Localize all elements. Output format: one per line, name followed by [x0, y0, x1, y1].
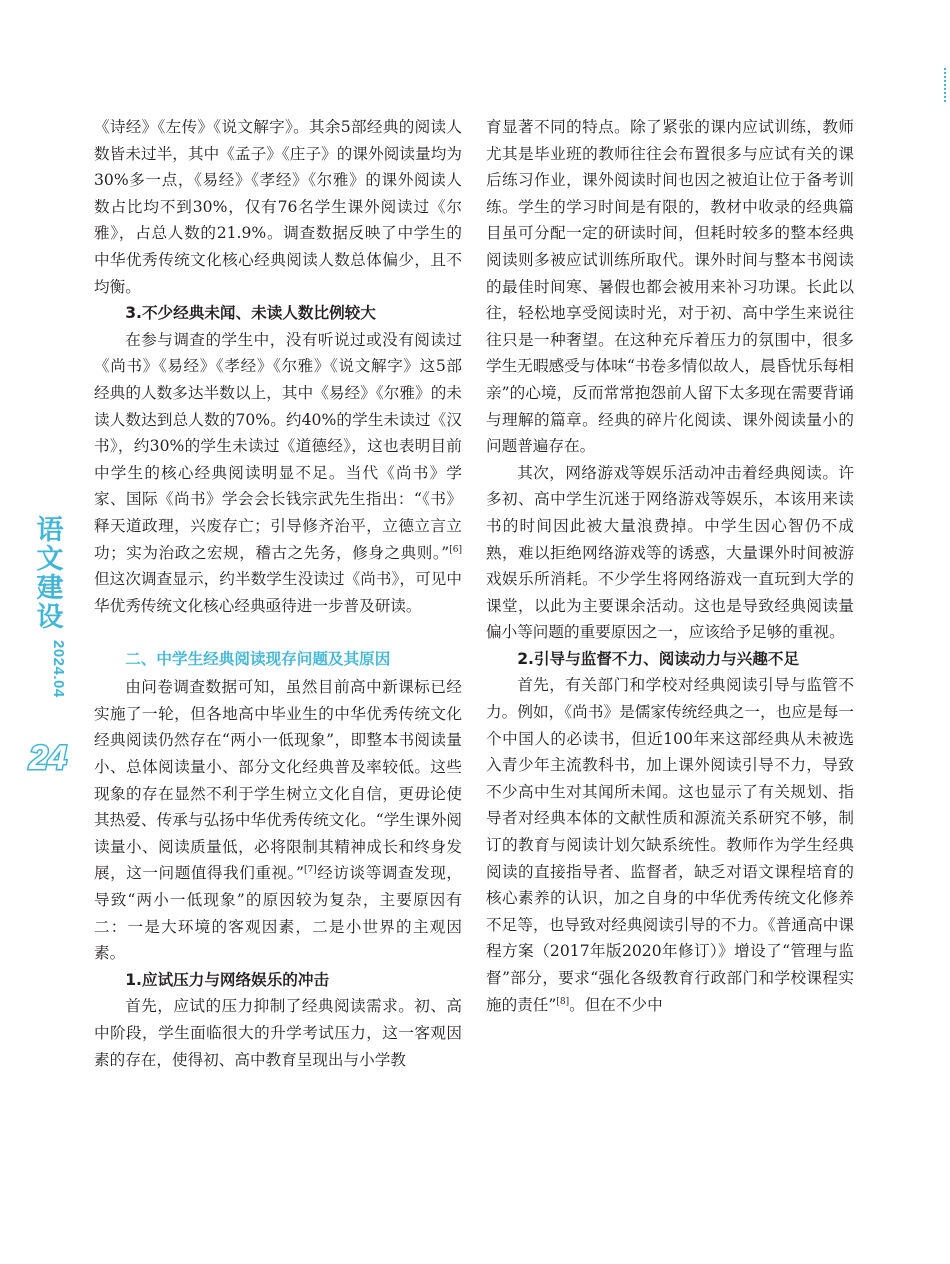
- citation-ref: [8]: [556, 996, 570, 1007]
- citation-ref: [7]: [303, 865, 317, 876]
- section-heading: 二、中学生经典阅读现存问题及其原因: [125, 650, 391, 669]
- paragraph-text: 首先，有关部门和学校对经典阅读引导与监管不力。例如，《尚书》是儒家传统经典之一，也应是每一个中国人的必读书，但近100年来这部经典从未被选入青少年主流教科书，加上课外阅读引导不力，导致不少高中生对其闻所未闻。这也显示了有关规划、指导者对经典本体的文献性质和源流关系研究不够，制订的教育与阅读计划欠缺系统性。教师作为学生经典阅读的直接指导者、监督者，缺乏对语文课程培育的核心素养的认识，加之自身的中华优秀传统文化修养不足等，也导致对经典阅读引导的不力。《普通高中课程方案（2017年版2020年修订）》增设了“管理与监督”部分，要求“强化各级教育行政部门和学校课程实施的责任”: [486, 676, 854, 1014]
- page-edge-marker: [944, 68, 950, 102]
- paragraph-text: 。但在不少中: [569, 995, 663, 1014]
- journal-name: [32, 516, 68, 632]
- paragraph-text: 但这次调查显示，约半数学生没读过《尚书》，可见中华优秀传统文化核心经典亟待进一步普及研读。: [94, 570, 462, 615]
- paragraph-text: 由问卷调查数据可知，虽然目前高中新课标已经实施了一轮，但各地高中毕业生的中华优秀传统文化经典阅读仍然存在“两小一低现象”，即整本书阅读量小、总体阅读量小、部分文化经典普及率较低。这些现象的存在显然不利于学生树立文化自信，更毋论使其热爱、传承与弘扬中华优秀传统文化。“学生课外阅读量小、阅读质量低，必将限制其精神成长和终身发展，这一问题值得我们重视。”: [94, 678, 462, 883]
- journal-name-char: 设: [36, 602, 64, 633]
- citation-ref: [6]: [449, 544, 462, 555]
- paragraph: 其次，网络游戏等娱乐活动冲击着经典阅读。许多初、高中学生沉迷于网络游戏等娱乐，本该用来读书的时间因此被大量浪费掉。中学生因心智仍不成熟，难以拒绝网络游戏等的诱惑，大量课外时间被游戏娱乐所消耗。不少学生将网络游戏一直玩到大学的课堂，以此为主要课余活动。这也是导致经典阅读量偏小等问题的重要原因之一，应该给予足够的重视。: [486, 463, 854, 642]
- subsection-heading: 3.不少经典未闻、未读人数比例较大: [125, 304, 376, 323]
- paragraph-text: 经访谈等调查发现，导致“两小一低现象”的原因较为复杂，主要原因有二：一是大环境的客观因素，二是小世界的主观因素。: [94, 864, 462, 963]
- journal-name-char: 建: [36, 573, 64, 604]
- journal-issue: 2024.04: [50, 640, 67, 698]
- subsection-heading: 2.引导与监督不力、阅读动力与兴趣不足: [517, 649, 800, 668]
- paragraph: 《诗经》《左传》《说文解字》。其余5部经典的阅读人数皆未过半，其中《孟子》《庄子》的课外阅读量均为30%多一点，《易经》《孝经》《尔雅》的课外阅读人数占比均不到30%，仅有76名学生课外阅读过《尔雅》，占总人数的21.9%。调查数据反映了中学生的中华优秀传统文化核心经典阅读人数总体偏少，且不均衡。: [94, 118, 462, 296]
- journal-name-char: 文: [36, 544, 64, 575]
- left-column: [94, 114, 462, 1073]
- paragraph: [94, 674, 462, 967]
- journal-name-char: 语: [36, 515, 64, 546]
- paragraph: [94, 327, 462, 620]
- page-number: 24: [29, 739, 67, 777]
- paragraph-text: 在参与调查的学生中，没有听说过或没有阅读过《尚书》《易经》《孝经》《尔雅》《说文解字》这5部经典的人数多达半数以上，其中《易经》《尔雅》的未读人数达到总人数的70%。约40%的学生未读过《汉书》，约30%的学生未读过《道德经》，这也表明目前中学生的核心经典阅读明显不足。当代《尚书》学家、国际《尚书》学会会长钱宗武先生指出：“《书》释天道政理，兴废存亡；引导修齐治平，立德立言立功；实为治政之宏规，稽古之先务，修身之典则。”: [94, 330, 462, 562]
- paragraph: 育显著不同的特点。除了紧张的课内应试训练，教师尤其是毕业班的教师往往会布置很多与应试有关的课后练习作业，课外阅读时间也因之被迫让位于备考训练。学生的学习时间是有限的，教材中收录的经典篇目虽可分配一定的研读时间，但耗时较多的整本经典阅读则多被应试训练所取代。课外时间与整本书阅读的最佳时间寒、暑假也都会被用来补习功课。长此以往，轻松地享受阅读时光，对于初、高中学生来说往往只是一种奢望。在这种充斥着压力的氛围中，很多学生无暇感受与体味“书卷多情似故人，晨昏忧乐每相亲”的心境，反而常常抱怨前人留下太多现在需要背诵与理解的篇章。经典的碎片化阅读、课外阅读量小的问题普遍存在。: [486, 118, 854, 456]
- subsection-heading: 1.应试压力与网络娱乐的冲击: [125, 970, 330, 989]
- paragraph: [486, 672, 854, 1018]
- right-column: [486, 114, 854, 1018]
- paragraph: 首先，应试的压力抑制了经典阅读需求。初、高中阶段，学生面临很大的升学考试压力，这一客观因素的存在，使得初、高中教育呈现出与小学教: [94, 997, 462, 1069]
